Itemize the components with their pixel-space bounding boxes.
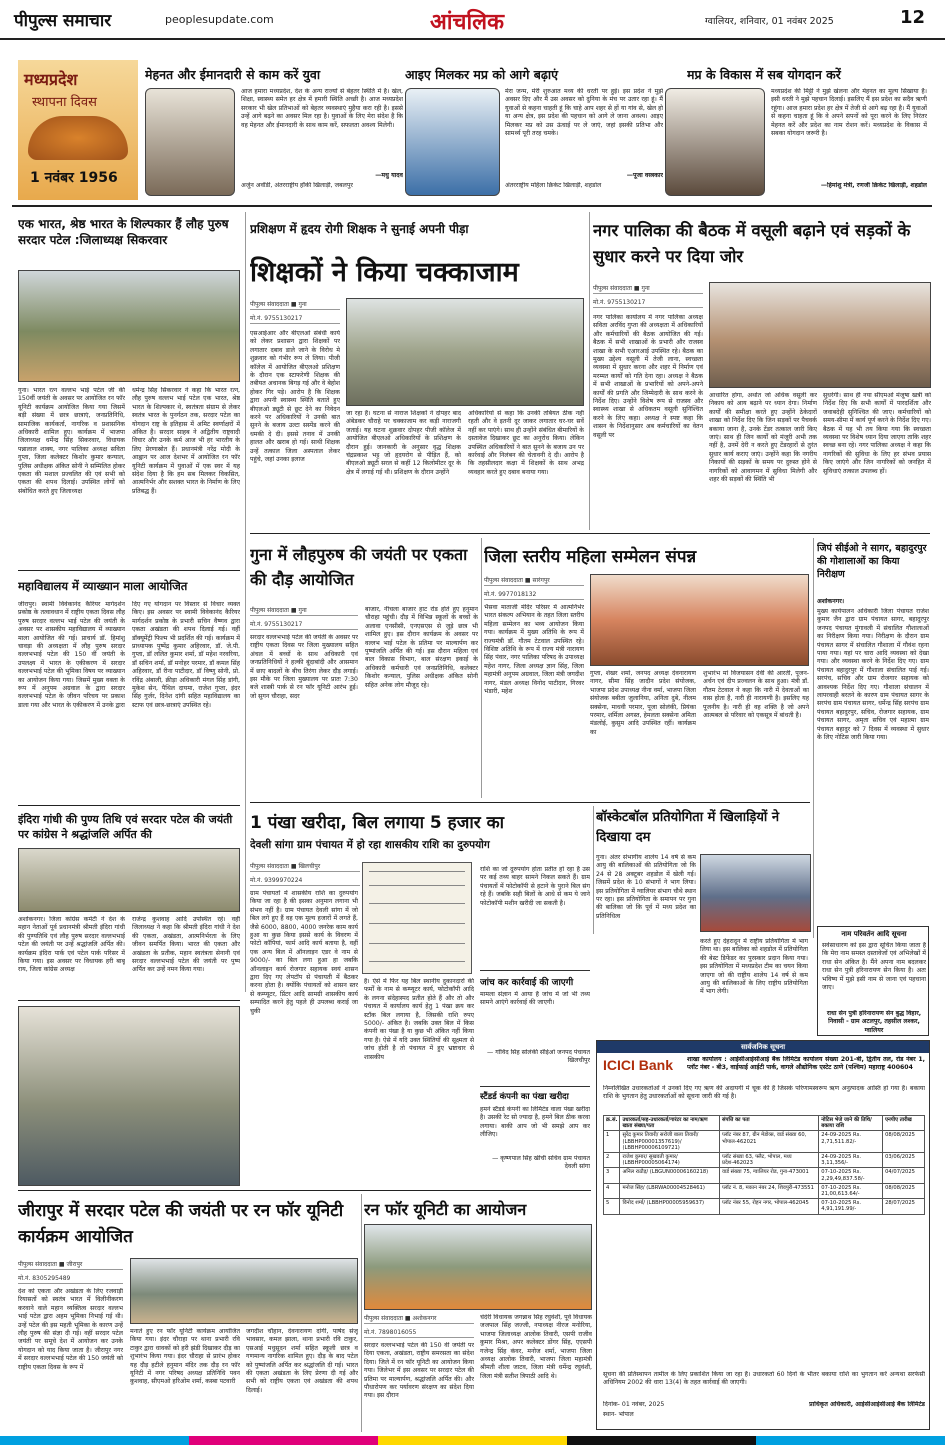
body-col-3: राशि का जो दुरुपयोग होता प्रतीत हो रहा है उस पर कई तथ्य बाहर सामने निकल सकते हैं। ग्राम पंचायतों में फोटोकॉपी से हटाने के पुराने बिल संग रहे हैं। जबकि सही बिलों के आधे से कम ये जाने फोटोकॉपी मशीन खरीदी जा सकती है।: [480, 866, 590, 907]
congress-tribute-photo-2: [18, 1006, 240, 1186]
mobile: मो.नं. 9977018132: [484, 590, 584, 600]
body-col-3: जगदीश चौहान, देवनारायण दांगी, पार्षद संजू भावसार, कमल झाला, थाना प्रभारी रवि टाकुर, एसआई मधुसूदन शर्मा सहित स्कूली छात्र व गणमान्य नागरिक शामिल हुए। दौड़ के बाद पटेल को पुष्पांजलि अर्पित कर श्रद्धांजलि दी गई। भारत की एकता अखंडता के लिए प्रेरणा दी गई और सभी को राष्ट्रीय एकता एवं अखंडता की शपथ दिलाई।: [246, 1328, 358, 1394]
body-col-1: सरदार वल्लभभाई पटेल की 150 वीं जयंती पर दिया एकता, अखंडता, राष्ट्रीय समरसता का संदेश दिया। जिले में रन फॉर यूनिटी का आयोजन किया गया। जिलेभर में इस अवसर पर सरदार पटेल की प्रतिमा पर माल्यार्पण, श्रद्धांजलि अर्पित की। और पौधारोपण कर पर्यावरण संरक्षण का संदेश दिया गया। इस दौरान: [364, 1342, 474, 1400]
body-col-3: शुभारंभ मां विजयासन देवी की आरती, पूजन-अर्चन एवं दीप प्रज्वलन के साथ हुआ। मंत्री डॉ. गौतम टेटवाल ने कहा कि नारी में देवताओं का वास होता है, नारी ही नारायणी है। इसलिए यह पूजनीय है। नारी ही वह शक्ति है जो अपने आत्मबल से परिवार को एकसूत्र में बांधती है।: [703, 670, 809, 720]
body-col-1: गुना। अंतर संभागीय शालेय 14 वर्ष से कम आयु की बालिकाओं की प्रतियोगिता जो कि 24 से 28 अक्टूबर शहडोल में खेली गई। जिसमें प्रदेश के 10 संभागों ने भाग लिया। इस प्रतियोगिता में ग्वालियर संभाग चौथे स्थान पर रहा। इस प्रतियोगिता के समापन पर गुना की बालिका जो कि पूर्व में मध्य प्रदेश का प्रतिनिधित्व: [596, 854, 696, 920]
byline: पीपुल्स संवाददाता ■ गुना: [250, 606, 358, 616]
quote-text: आज हमारा मध्यप्रदेश, देश के अन्य राज्यों से बेहतर स्थिति में है। खेल, शिक्षा, स्वास्थ्य समेत हर क्षेत्र में हमारी स्थिति अच्छी है। आज मध्यप्रदेश सरकार भी खेल प्रतिभाओं को बेहतर व्यवस्थाएं मुहैया करा रही है। इससे उन्हें आगे बढ़ने का अवसर मिल रहा है। युवाओं के लिए मेरा संदेश है कि वह मेहनत और ईमानदारी के साथ काम करें, सफलता अवश्य मिलेगी।: [241, 88, 403, 129]
divider: [250, 802, 810, 803]
brand-logo: पीपुल्स समाचार: [14, 11, 112, 31]
body-col-3: सुधरेगी। साथ ही नया सीएमओ मंजूषा खत्री को निर्देश दिए कि सभी कार्यों में पारदर्शिता और जवाबदेही सुनिश्चित की जाए। कर्मचारियों को समय-सीमा में कार्य पूर्ण करने के निर्देश दिए गए। बैठक में यह भी तय किया गया कि स्वच्छता व्यवस्था पर विशेष ध्यान दिया जाएगा ताकि शहर स्वच्छ बना रहे। नगर पालिका अध्यक्ष ने कहा कि नागरिकों की सुविधा के लिए हर संभव प्रयास किए जाएंगे और जिन नागरिकों को जनहित में सुविधाएं तत्काल उपलब्ध हों।: [823, 392, 931, 475]
bill-image: [362, 862, 472, 974]
story-mahavidyalaya: [18, 575, 240, 800]
protest-photo: [346, 298, 584, 406]
body-col-3: अधिकारियों से कहा कि उनकी तबियत ठीक नहीं रहती और वे इतनी दूर जाकर लगातार घर-घर सर्वे नहीं कर पाएंगे। साथ ही उन्होंने संबंधित बीमारियों के दस्तावेज दिखाकर छूट का अनुरोध किया। लेकिन उपस्थित अधिकारियों ने बात सुनने के बजाय उन पर कार्रवाई और निलंबन की चेतावनी दे दी। आरोप है कि तहसीलदार कक्षा में शिक्षकों के साथ अभद्र व्यवहार करते हुए दबाव बनाया गया।: [468, 410, 584, 476]
body-col-1: अशोकनगर। जिला कांग्रेस कमेटी ने देश के महान नेताओं पूर्व प्रधानमंत्री श्रीमती इंदिरा गांधी की पुण्यतिथि एवं लौह पुरुष सरदार वल्लभभाई पटेल की जयंती पर उन्हें श्रद्धांजलि अर्पित की। कार्यक्रम इंदिरा पार्क एवं पटेल पार्क परिसर में किया गया। इस अवसर पर विधायक हरी बाबू राय, जिला कांग्रेस अध्यक्ष: [18, 916, 125, 974]
byline: पीपुल्स संवाददाता ■ सारंगपुर: [484, 576, 584, 586]
byline: अशोकनगर।: [817, 598, 845, 605]
bank-logo: ICICI Bank: [603, 1057, 674, 1073]
column-rule: [361, 1194, 362, 1432]
quote-portrait: [145, 88, 235, 196]
body: मुख्य कार्यपालन अधिकारी जिला पंचायत राजेश कुमार जैन द्वारा ग्राम पंचायत सागर, बहादुरपुर जनपद पंचायत मुंगावली में संचालित गौशालाओं का निरीक्षण किया गया। निरीक्षण के दौरान ग्राम पंचायत सागर में संचालित गौशाला में गौवंश रहना पाया गया। यहां पर चारा आदि व्यवस्था को देखा गया। और व्यवस्था करने के निर्देश दिए गए। ग्राम पंचायत बहादुरपुर में गौशाला संचालित पाई गई। सरपंच, सचिव और ग्राम रोजगार सहायक को आवश्यक निर्देश दिए गए। गौशाला संचालन में लापरवाही बरतने के कारण ग्राम पंचायत सागर के सरपंच ग्राम पंचायत सागर, धर्मेन्द्र सिंह सरपंच ग्राम पंचायत बहादुरपुर, सचिव, रोजगार सहायक, ग्राम पंचायत सागर, अमृता सचिव एवं महात्मा ग्राम पंचायत बहादुर को 7 दिवस में व्यवस्था में सुधार के लिए नोटिस जारी किया गया।: [817, 608, 929, 742]
column-header: उधारकर्ता/सह-उधारकर्ता/गारंटर का नाम/ऋण खाता संख्या/पता: [620, 1116, 720, 1131]
body-col-1: जीरापुर। स्वामी विवेकानंद कैरियर मार्गदर्शन प्रकोष्ठ के तत्वावधान में राष्ट्रीय एकता दिवस लौह पुरुष सरदार वल्लभ भाई पटेल की जयंती के अवसर पर शासकीय महाविद्यालय में व्याख्यान माला आयोजित की गई। प्राचार्य डॉ. हिमांशु चावड़ा की अध्यक्षता में लौह पुरुष सरदार वल्लभभाई पटेल की 150 वीं जयंती के उपलक्ष्य में भारत के एकीकरण में सरदार वल्लभभाई पटेल की भूमिका विषय पर व्याख्यान का आयोजन किया गया। जिसमें मुख्य वक्ता के रूप में अनुपम अग्रवाल के द्वारा सरदार वल्लभभाई पटेल के जीवन परिचय पर प्रकाश डाला गया और भारत के एकीकरण में उनके द्वारा: [18, 601, 125, 709]
story-lohapurush-daud: [250, 538, 478, 798]
byline: पीपुल्स संवाददाता ■ अशोकनगर: [364, 1314, 474, 1324]
print-registration-bar: [0, 1436, 945, 1445]
story-jila-panchayat: [817, 538, 929, 923]
headline: जिला स्तरीय महिला सम्मेलन संपन्न: [484, 547, 697, 567]
quote-text: मध्यप्रदेश की मिट्टी ने मुझे खेलना और मेहनत का मूल्य सिखाया है। इसी धरती ने मुझे पहचान दिलाई। इसलिए मैं इस प्रदेश का सदैव ऋणी रहूंगा। आज हमारा प्रदेश हर क्षेत्र में तेजी से आगे बढ़ रहा है। मैं युवाओं से कहना चाहता हूं कि वे अपने सपनों को पूरा करने के लिए निरंतर मेहनत करें और प्रदेश का नाम रोशन करें। मध्यप्रदेश के विकास में सबका योगदान जरूरी है।: [771, 88, 927, 138]
divider: [18, 805, 240, 806]
meeting-photo: [709, 282, 931, 388]
box-sign: — गोविंद सिंह सोलंकी सीईओ जनपद पंचायत खिलचीपुर: [487, 1049, 590, 1065]
story-basketball: [596, 806, 811, 934]
headline: गुना में लौहपुरुष की जयंती पर एकता की दौड़ आयोजित: [250, 545, 468, 589]
divider: [18, 1000, 240, 1001]
story-indira-gandhi: [18, 810, 240, 995]
box-title: जांच कर कार्रवाई की जाएगी: [480, 978, 574, 988]
story-run-for-unity: [364, 1194, 592, 1434]
notice-sign: राधा सेन पुत्री हरिनारायण सेन बुद्ध विहार, निवासी - ग्राम अटलपुर, तहसील लश्कर, ग्वालियर: [826, 1010, 922, 1034]
official-response-box: [480, 970, 590, 1082]
bank-intro: निम्नलिखित उधारकर्ताओं ने उनको दिए गए ऋण की अदायगी में चूक की है जिसके परिणामस्वरूप ऋण अनुत्पादक आस्ति हो गया है। बकाया राशि के भुगतान हेतु उधारकर्ताओं को सूचना जारी की गई है।: [603, 1085, 925, 1101]
quote-heading: आइए मिलकर मप्र को आगे बढ़ाएं: [405, 67, 559, 82]
tiger-illustration: [28, 116, 128, 160]
bank-place: स्थान- भोपाल: [603, 1411, 634, 1418]
sthapna-title: मध्यप्रदेश: [24, 70, 78, 89]
body-col-2: जा रहा है। घटना से नाराज शिक्षकों ने दोपहर बाद अंबेडकर चौराहे पर चक्काजाम कर कड़ी नाराजगी जताई। यह घटना शुक्रवार दोपहर पीजी कॉलेज में आयोजित बीएलओ अधिकारियों के प्रशिक्षण के दौरान हुई। जानकारी के अनुसार वृद्ध शिक्षक चंद्रप्रकाश भट्ट जो हृदयरोग से पीड़ित हैं, को बीएलओ ड्यूटी सरल से कहीं 12 किलोमीटर दूर के क्षेत्र में लगाई गई थी। प्रशिक्षण के दौरान उन्होंने: [346, 410, 461, 476]
headline: शिक्षकों ने किया चक्काजाम: [250, 257, 519, 288]
page-number: 12: [900, 7, 926, 28]
section-title: आंचलिक: [430, 10, 504, 35]
team-photo: [700, 854, 811, 932]
byline: पीपुल्स संवाददाता ■ गुना: [593, 284, 703, 294]
divider: [12, 205, 932, 207]
notice-text: सर्वसाधारण को इस द्वारा सूचित किया जाता है कि मेरा नाम समस्त दस्तावेजों एवं अभिलेखों में राधा सेन अंकित है। मैंने अपना नाम बदलकर राधा सेन पुत्री हरिनारायण सेन किया है। अतः भविष्य में मुझे इसी नाम से जाना एवं पहचाना जाए।: [822, 942, 926, 992]
sammelan-photo: [590, 574, 809, 666]
byline: पीपुल्स संवाददाता ■ खिलचीपुर: [250, 862, 360, 872]
column-rule: [481, 538, 482, 798]
column-rule: [813, 538, 814, 938]
column-rule: [589, 212, 590, 530]
headline: 1 पंखा खरीदा, बिल लगाया 5 हजार का: [250, 813, 505, 833]
name-change-notice: [817, 926, 929, 1036]
quote-role: अर्जुन अवॉर्डी, अंतरराष्ट्रीय हॉकी खिलाड़ी, जबलपुर: [241, 182, 353, 189]
box-sign: — कृष्णपाल सिंह खींची सचिव ग्राम पंचायत देवली सांगा: [492, 1155, 590, 1171]
body-col-1: गुना। भारत रत्न वल्लभ भाई पटेल जी की 150वीं जयंती के अवसर पर आयोजित रन फॉर यूनिटी कार्यक्रम आयोजित किया गया जिसमें बड़ी संख्या में छात्र छात्राएं, जनप्रतिनिधि, सामाजिक कार्यकर्ता, नागरिक व प्रशासनिक अधिकारी शामिल हुए। कार्यक्रम में भाजपा जिलाध्यक्ष धर्मेन्द्र सिंह सिकरवार, विधायक पन्नालाल शाक्य, नगर पालिका अध्यक्ष सविता गुप्ता, जिला कलेक्टर किशोर कुमार कन्याल, पुलिस अधीक्षक अंकित सोनी ने सम्मिलित होकर एकता की मशाल प्रज्वलित की एवं सभी को एकता की शपथ दिलाई। उपस्थित लोगों को संबोधित करते हुए जिलाध्यक्ष: [18, 387, 125, 495]
body-col-2: धर्मेन्द्र सिंह सिकरवार ने कहा कि भारत रत्न, लौह पुरुष वल्लभ भाई पटेल एक भारत, श्रेष्ठ भारत के शिल्पकार थे, स्वतंत्रता संग्राम से लेकर स्वतंत्र भारत के पुनर्गठन तक, सरदार पटेल का योगदान राष्ट्र के इतिहास में अमिट स्वर्णाक्षरों में अंकित है। सरदार साहब ने अद्वितीय राष्ट्रवादी विचार और उनके कर्म आज भी हर भारतीय के लिए प्रेरणास्रोत हैं। प्रधानमंत्री नरेंद्र मोदी के आह्वान पर आज देशभर में आयोजित रन फॉर यूनिटी कार्यक्रम में युवाओं में एक स्वर में यह संदेश दिया है कि हम सब मिलकर विकसित, आत्मनिर्भर और सशक्त भारत के निर्माण के लिए प्रतिबद्ध हैं।: [132, 387, 240, 495]
secretary-response-box: [480, 1086, 590, 1180]
bank-date: दिनांक- 01 नवंबर, 2025: [603, 1401, 665, 1408]
headline: एक भारत, श्रेष्ठ भारत के शिल्पकार हैं लौह पुरुष सरदार पटेल :जिलाध्यक्ष सिकरवार: [18, 217, 229, 247]
sthapna-banner: [18, 60, 138, 200]
bank-sign: प्राधिकृत अधिकारी, आईसीआईसीआई बैंक लिमिटेड: [809, 1401, 925, 1408]
quote-block-1: [145, 60, 405, 200]
headline: इंदिरा गांधी की पुण्य तिथि एवं सरदार पटेल की जयंती पर कांग्रेस ने श्रद्धांजलि अर्पित की: [18, 813, 233, 841]
table-header-row: [604, 1116, 925, 1131]
mobile: मो.नं. 9755130217: [593, 298, 703, 308]
body-col-2: गुप्ता, शेखर शर्मा, जनपद अध्यक्ष देवनारायण नागर, सीमा सिंह जादौन प्रदेश संयोजक, भाजपा प्रदेश उपाध्यक्ष नीना वर्मा, भाजपा जिला संयोजक बबीता जुलानिया, अनिता दुबे, नीलम सक्सेना, माधवी परमार, पूजा सोलंकी, प्रियंका परमार, शर्मिला अगस्त, हेमलता सक्सेना अमिता मंडलोई, कुसुम आदि उपस्थित रहीं। कार्यक्रम का: [590, 670, 696, 736]
story-pankha: [250, 806, 590, 1181]
table-row: 1 सुरेंद्र कुमार तिवारी/ सरोजी बाला तिवारी/ (LBBHP00001357619)/ (LBBHP00006109721) प्लॉट नंबर 87, ग्रीन मेडोव्स, वार्ड संख्या 60, भोपाल-462021 24-09-2025 Rs. 2,71,511.82/- 08/08/2025: [604, 1131, 925, 1153]
byline: पीपुल्स संवाददाता ■ गुना: [250, 300, 340, 310]
masthead: [0, 0, 945, 40]
headline: जीरापुर में सरदार पटेल की जयंती पर रन फॉर यूनिटी कार्यक्रम आयोजित: [18, 1201, 344, 1247]
divider: [18, 1190, 591, 1191]
mobile: मो.नं. 9755130217: [250, 314, 340, 324]
box-text: मामला संज्ञान में आया है जांच में जो भी तथ्य सामने आएंगे कार्रवाई की जाएगी।: [480, 991, 590, 1007]
body-col-2: है। ऐसे में फिर यह बिल स्थानीय दुकानदारों की फर्मों के नाम से कम्प्यूटर कार्य, फोटोकॉपी आदि के लगना संदेहास्पद प्रतीत होते हैं और तो और पंचायत में कार्यालय कार्य हेतु 1 पंखा क्रय कर स्टॉक बिल लगाया है, जिसकी राशि रुपए 5000/- अंकित है। जबकि उक्त बिल में किस कंपनी का पंखा है या कुछ भी अंकित नहीं किया गया है। ऐसे में यदि उक्त स्थितियों की सूक्ष्मता से जांच होती है तो पंचायत में हुए भ्रष्टाचार से शासकीय: [364, 978, 474, 1061]
body-col-2: दिए गए योगदान पर विस्तार से विचार व्यक्त किए। इस अवसर पर स्वामी विवेकानंद कैरियर मार्गदर्शन प्रकोष्ठ के प्रभारी सचिन वैष्णव द्वारा एकता अखंडता की शपथ दिलाई गई। वहीं डॉक्यूमेंट्री फिल्म भी प्रदर्शित की गई। कार्यक्रम में प्राध्यापक पुष्पेंद्र कुमार अहिरवार, डॉ. जे.पी. गुप्ता, डॉ ललित कुमार शर्मा, डॉ महेश नरवरिया, डॉ सचिन शर्मा, डॉ मनोहर परमार, डॉ कमल सिंह अहिरवार, डॉ रीना पाटीदार, डॉ विष्णु सोनी, प्रो. रविंद्र अंबाली, क्रीड़ा अधिकारी मंगल सिंह डांगी, मुकेश सेन, पैथिल दायमा, राजेश गुप्ता, इंदर सिंह गुर्जर, दिनेश दांगी सहित महाविद्यालय का स्टाफ एवं छात्र-छात्राएं उपस्थित रहे।: [132, 601, 240, 709]
dateline: ग्वालियर, शनिवार, 01 नवंबर 2025: [705, 16, 834, 27]
box-title: स्टैंडर्ड कंपनी का पंखा खरीदा: [480, 1092, 569, 1102]
quote-block-2: [405, 60, 665, 200]
divider: [18, 570, 240, 571]
notice-strip: सार्वजनिक सूचना: [597, 1041, 929, 1053]
body-col-2: मनाते हुए रन फॉर यूनिटी कार्यक्रम आयोजित किया गया। इंदर चौराहा पर थाना प्रभारी रवि टाकुर द्वारा धावकों को हरी झंडी दिखाकर दौड़ का शुभारंभ किया गया। इंदर चौराहा से प्रारंभ होकर यह दौड़ हटीले हनुमान मंदिर तक दौड़ रन फॉर यूनिटी में नगर परिषद अध्यक्ष प्रतिनिधि पवन कुशवाह, सीएमओ हरिओम शर्मा, कस्बा पटवारी: [130, 1328, 240, 1386]
quote-heading: मप्र के विकास में सब योगदान करें: [687, 67, 841, 82]
basketball-body-col-2: करते हुए देहरादून में राष्ट्रीय प्रतियोगिता में भाग लिया था। इस बालिका को शहडोल में प्रतियोगिता की बेस्ट डिफेंडर का पुरस्कार प्रदान किया गया। इस प्रतियोगिता में मध्यप्रदेश टीम का चयन किया जाएगा जो की राष्ट्रीय शालेय 14 वर्ष से कम आयु की बालिकाओं के लिए राष्ट्रीय प्रतियोगिता में भाग लेगी।: [700, 938, 808, 996]
headline: रन फॉर यूनिटी का आयोजन: [364, 1200, 527, 1219]
story-jirapur: [18, 1194, 358, 1434]
quote-text: मेरा जन्म, मेरी शुरुआत मध्य की धरती पर हुई। इस प्रदेश ने मुझे अवसर दिए और मैं उस अवसर को दुनिया के मंच पर उतार रहा हूं। मैं युवाओं से कहना चाहती हूं कि चाहे आप शहर से हों या गांव से, खेल हो या अन्य क्षेत्र, इस प्रदेश की पहचान को आगे ले जाना अवश्य। आइए मिलकर मप्र को उस ऊंचाई पर ले जाएं, जहां इसकी प्रतिभा और सामर्थ्य पूरी तरह चमके।: [505, 88, 663, 138]
mobile: मो.नं. 9755130217: [250, 620, 358, 630]
body-col-1: ग्राम पंचायतों में शासकीय राशि का दुरुपयोग किया जा रहा है की इसका अनुमान लगाना भी संभव नहीं है। ग्राम पंचायत देवली सांगा में जो बिल लगे हुए हैं वह एक मूल्य हजारों में लगते हैं, जैसे 6000, 8800, 4000 जनरेक काम कार्य हुआ या कुछ किया इससे कार्य के विवरण में फोटो कॉपियां, फार्म आदि कार्य बताया है, वहीं एक अन्य बिल में ऑनलाइन एडर वे नाम से 9000/- का बिल लगा हुआ हा जबकि ऑनलाइन कार्य रोजगार सहायक स्वयं शासन द्वारा दिए गए लेपटॉप से पंचायती में बैठकर करना होता है। क्योंकि पंचायतों को शासन स्तर से कम्प्यूटर, प्रिंटर आदि सामग्री शासकीय कार्य सम्पादित करने हेतु पहले ही उपलब्ध कराई जा चुकी: [250, 890, 358, 1015]
byline: पीपुल्स संवाददाता ■ जीरापुर: [18, 1260, 123, 1270]
body-col-1: भैसवा माताजी मंदिर परिसर में आत्मनिर्भर भारत संकल्प अभियान के तहत जिला स्तरीय महिला सम्मेलन का भव्य आयोजन किया गया। कार्यक्रम में मुख्य अतिथि के रूप में राज्यमंत्री डॉ. गौतम टेटवाल उपस्थित रहे। विशिष्ट अतिथि के रूप में राज्य मंत्री नारायण सिंह पंवार, नगर पालिका परिषद के उपाध्यक्ष महेश नागर, जिला अध्यक्ष ज्ञान सिंह, जिला महामंत्री अनुपम अग्रवाल, जिला मंत्री जगदीश नागर, मंडल अध्यक्ष विनोद पाटीदार, गिरवर भंडारी, महेश: [484, 604, 584, 696]
basketball-continued-filler: [596, 938, 696, 1034]
quote-heading: मेहनत और ईमानदारी से काम करें युवा: [145, 67, 321, 82]
headline: महाविद्यालय में व्याख्यान माला आयोजित: [18, 579, 188, 593]
kicker: प्रशिक्षण में हृदय रोगी शिक्षक ने सुनाई अपनी पीड़ा: [250, 222, 469, 236]
notice-title: नाम परिवर्तन आदि सूचना: [841, 930, 907, 938]
quote-role: अंतरराष्ट्रीय महिला क्रिकेट खिलाड़ी, शहडोल: [505, 182, 602, 189]
rally-photo: [18, 270, 240, 382]
column-header: एनपीए तारीख: [883, 1116, 925, 1131]
website[interactable]: peoplesupdate.com: [165, 13, 274, 26]
mobile: मो.नं. 9399970224: [250, 876, 360, 886]
story-loh-purush: [18, 212, 240, 567]
tribute-photo: [18, 848, 240, 912]
column-rule: [593, 806, 594, 934]
divider: [250, 533, 930, 534]
story-chakkajam: [250, 212, 585, 530]
quote-portrait: [405, 88, 500, 196]
quote-block-3: [665, 60, 927, 200]
mobile: मो.नं. 8305295489: [18, 1274, 123, 1284]
column-rule: [245, 212, 246, 992]
body-col-2: चंदेरी विधायक जगन्नाथ सिंह रघुवंशी, पूर्व विधायक जजपाल सिंह जज्जी, नपाध्यक्ष नीरज मनोरिया, भाजपा जिलाध्यक्ष आलोक तिवारी, एसपी राजीव कुमार मिश्रा, अपर कलेक्टर डोंगर सिंह, एएसपी गजेन्द्र सिंह कंवर, मनोज शर्मा, भाजपा जिला अध्यक्ष आलोक तिवारी, भाजपा जिला महामंत्री श्रीमती शीला जाटव, जिला मंत्री धर्मेन्द्र रघुवंशी, जिला मंत्री सतीश त्रिपाठी आदि थे।: [480, 1314, 592, 1380]
unity-run-photo: [364, 1224, 592, 1310]
table-row: 3 अनिल राठौड़/ (LBGUN00006160218) वार्ड संख्या 75, ग्वालियर रोड, गुना-473001 07-10-2025 Rs. 2,29,49,837.58/- 04/07/2025: [604, 1168, 925, 1183]
table-row: 5 विनोद शर्मा/ (LBBHP00005959637) प्लॉट नंबर 55, रोहन नगर, भोपाल-462045 07-10-2025 Rs. 4,91,191.99/- 28/07/2025: [604, 1199, 925, 1214]
quote-author: —पूजा वस्त्रकार: [626, 172, 663, 179]
headline: जिपं सीईओ ने सागर, बहादुरपुर की गोशालाओं का किया निरीक्षण: [817, 543, 927, 580]
headline: नगर पालिका की बैठक में वसूली बढ़ाने एवं सड़कों के सुधार करने पर दिया जोर: [593, 221, 911, 266]
body-col-2: आधारित होगा, अर्थात जो अधिक वसूली कर निकाय को आय बढ़ाने पर ध्यान देगा। निर्माण कार्यों की समीक्षा करते हुए उन्होंने ठेकेदारों शाखा को निर्देश दिए कि जिन सड़कों पर पैचवर्क बकाया जाना है, उनके टेंडर तत्काल जारी किए जाएं। साथ ही जिन कार्यों को मंजूरी अभी तक नहीं है, उनमें देरी न करते हुए टेंडरहारों से तुरंत सुधार कार्य कराए जाएं। उन्होंने कहा कि नगरीय निकायों की सड़कों के समय पर दुरुस्त होने से नागरिकों को आवागमन में सुविधा मिलेगी और शहर की सड़कों की स्थिति भी: [709, 392, 817, 484]
jirapur-photo: [130, 1258, 358, 1324]
body-col-1: नगर पालिका कार्यालय में नगर पालिका अध्यक्ष सविता अरविंद गुप्ता की अध्यक्षता में अधिकारियों और कर्मचारियों की बैठक आयोजित की गई। बैठक में सभी शाखाओं के प्रभारी और राजस्व शाखा के सभी एआरआई उपस्थित रहे। बैठक का मुख्य उद्देश्य वसूली में तेजी लाना, स्वच्छता व्यवस्था में सुधार करना और शहर में निर्माण एवं मरम्मत कार्यों को गति देना रहा। अध्यक्ष ने बैठक में सभी शाखाओं के प्रभारियों को अपने-अपने कार्यों की प्रगति और जिम्मेदारी के साथ करने के निर्देश दिए। उन्होंने विशेष रूप से राजस्व और स्वास्थ्य शाखा से अधिकतम वसूली सुनिश्चित करने के लिए कहा। अध्यक्ष ने स्पष्ट कहा कि शासन के निर्देशानुसार अब कर्मचारियों का वेतन वसूली पर: [593, 314, 703, 439]
table-row: 4 मनोज सिंह/ (LBRWA00004528461) प्लॉट नं. 8, मकान नंबर 24, शिवपुरी-473551 07-10-2025 Rs. 21,00,613.64/- 08/08/2025: [604, 1183, 925, 1198]
sthapna-date: 1 नवंबर 1956: [30, 170, 118, 186]
column-header: संपत्ति का पता: [720, 1116, 819, 1131]
story-nagar-palika: [593, 212, 931, 530]
body-col-1: सरदार वल्लभभाई पटेल की जयंती के अवसर पर राष्ट्रीय एकता दिवस पर जिला मुख्यालय सहित अंचल में बच्चों के साथ अधिकारी एवं जनप्रतिनिधियों ने हल्की बूंदाबांदी और आसमान में छाए बादलों के बीच तिरंगा लेकर दौड़ लगाई। इस मौके पर जिला मुख्यालय पर प्रातः 7:30 बजे शास्त्री पार्क से रन फॉर यूनिटी आरंभ हुई। जो सुगन चौराहा, सदर: [250, 634, 358, 700]
body-col-1: देश को एकता और अखंडता के लिए रजवाड़ी रियासतों को स्वतंत्र भारत में विलीनीकरण करवाने वाले महान व्यक्तित्व सरदार वल्लभ भाई पटेल द्वारा अहम भूमिका निभाई गई थी। उन्हें पटेल की इस महती भूमिका के कारण उन्हें लौह पुरुष की संज्ञा दी गई। वहीं सरदार पटेल जयंती पर समूचे देश में आयोजन कर उनके योगदान को याद किया जाता है। जीरापुर नगर में सरदार वल्लभभाई पटेल की 150 जयंती को राष्ट्रीय एकता दिवस के रूप में: [18, 1288, 123, 1371]
box-text: हमने स्टैंडर्ड कंपनी का लिमिटेड वाला पंखा खरीदा है। उसकी रेट सो ज्यादा है, हमने बिल ठीक करवा लगाया। बाकी आप जो भी समझे आप कर लीजिए।: [480, 1106, 590, 1139]
headline: बॉस्केटबॉल प्रतियोगिता में खिलाड़ियों ने दिखाया दम: [596, 810, 780, 845]
quote-author: —मधु यादव: [375, 172, 403, 179]
column-header: क्र.सं.: [604, 1116, 620, 1131]
bank-footer: सूचना की प्रतिस्थापन तामील के लिए प्रकाशित किया जा रहा है। उधारकर्ता 60 दिनों के भीतर बकाया राशि का भुगतान करें अन्यथा सरफेसी अधिनियम 2002 की धारा 13(4) के तहत कार्रवाई की जाएगी।: [603, 1371, 925, 1387]
body-col-2: बाजार, नीचला बाजार हाट रोड होते हुए हनुमान चौराहा पहुंची। दौड़ में विभिन्न स्कूलों के बच्चों के अलावा एनसीसी, एनएसएस से जुड़े छात्र भी शामिल हुए। इस दौरान कार्यक्रम के अवसर पर वल्लभ भाई पटेल के प्रतिमा पर माल्यार्पण कर पुष्पांजलि अर्पित की गई। इस दौरान महिला एवं बाल विकास विभाग, बाल संरक्षण इकाई के अधिकारी कर्मचारी एवं जनप्रतिनिधि, कलेक्टर किशोर कन्याल, पुलिस अधीक्षक अंकित सोनी सहित अनेक लोग मौजूद रहे।: [365, 606, 478, 689]
icici-bank-notice: [596, 1040, 930, 1430]
kicker: देवली सांगा ग्राम पंचायत में हो रहा शासकीय राशि का दुरुपयोग: [250, 839, 490, 851]
quote-author: —हिमांशु मंत्री, रणजी क्रिकेट खिलाड़ी, शहडोल: [820, 182, 927, 189]
story-mahila-sammelan: [484, 538, 809, 798]
quote-portrait: [665, 88, 765, 196]
body-col-1: एसआईआर और बीएलओ संबंधी कार्य को लेकर प्रशासन द्वारा शिक्षकों पर लगातार दबाव डाले जाने के विरोध मे शुक्रवार को गंभीर रूप ले लिया। पीजी कॉलेज में आयोजित बीएलओ प्रशिक्षण के दौरान एक स्टाफरेणी शिक्षक की तबीयत अचानक बिगड़ गई और वे बेहोश होकर गिर पड़े। आरोप है कि शिक्षक द्वारा अपनी स्वास्थ्य स्थिति बताते हुए बीएलओ ड्यूटी से छूट देने का निवेदन करने पर अधिकारियों ने उनकी बात सुनने के बजाय उल्टा सस्पेंड करने की धमकी दे दी। इससे तनाव में उनकी हालत और खराब हो गई। साथी शिक्षक उन्हें तत्काल जिला अस्पताल लेकर पहुंचे, जहां उनका इलाज: [250, 330, 340, 464]
table-row: 2 राजेश कुमार/ सुखवती कुमार/ (LBBHP00005064174) प्लॉट संख्या 63, फ्लैट, भोपाल, मध्य प्रदेश-462023 24-09-2025 Rs. 3,11,356/- 03/06/2025: [604, 1153, 925, 1168]
bank-table: [603, 1115, 925, 1215]
mobile: मो.नं. 7898016055: [364, 1328, 474, 1338]
sthapna-subtitle: स्थापना दिवस: [32, 95, 97, 110]
bank-address: शाखा कार्यालय : आईसीआईसीआई बैंक लिमिटेड कार्यालय संख्या 201-बी, द्वितीय तल, रोड नंबर 1, प्लॉट नंबर - बी3, वाईफाई आईटी पार्क, वागले औद्योगिक एस्टेट ठाणे (पश्चिम) महाराष्ट्र 400604: [687, 1056, 925, 1072]
body-col-2: राजेन्द्र कुशवाह आदि उपस्थित रहे। वहीं जिलाध्यक्ष ने कहा कि श्रीमती इंदिरा गांधी ने देश की एकता, अखंडता, आत्मनिर्भरता के लिए जीवन समर्पित किया। भारत की एकता और अखंडता के प्रतीक, महान स्वतंत्रता सेनानी एवं सरदार वल्लभभाई पटेल की जयंती पर पुष्प अर्पित कर उन्हें नमन किया गया।: [132, 916, 240, 974]
column-header: नोटिस भेजे जाने की तिथि/बकाया राशि: [819, 1116, 883, 1131]
